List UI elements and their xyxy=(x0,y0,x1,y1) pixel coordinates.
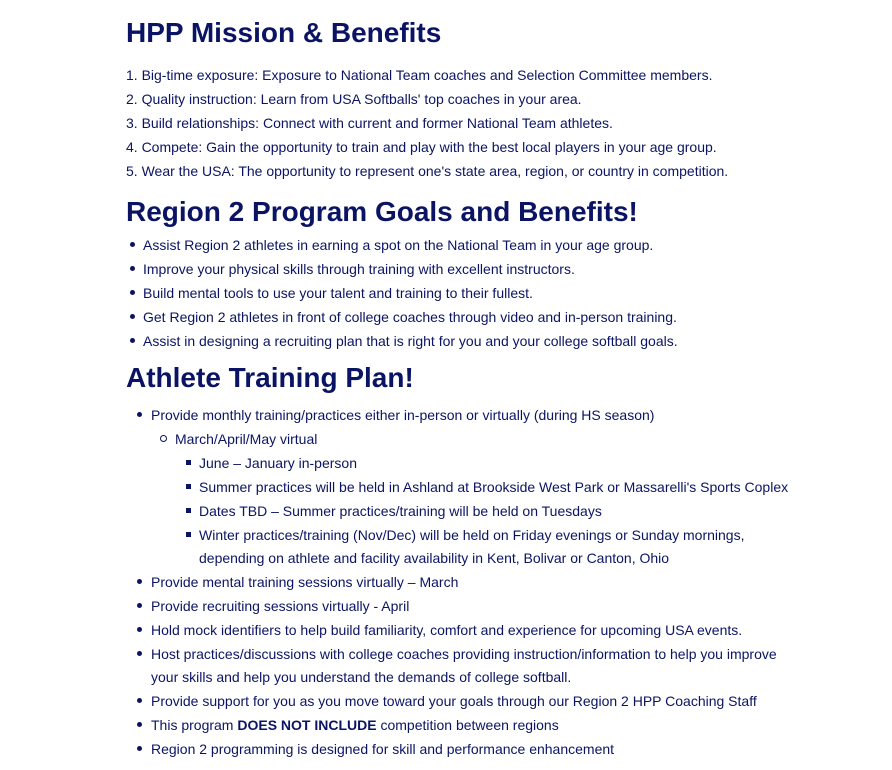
list-item: 4. Compete: Gain the opportunity to train and play with the best local players in your age group. xyxy=(126,139,717,155)
bullet-icon xyxy=(137,722,142,727)
bullet-icon xyxy=(130,242,135,247)
bullet-icon xyxy=(130,290,135,295)
list-item: Get Region 2 athletes in front of college coaches through video and in-person training. xyxy=(143,309,677,325)
mission-heading: HPP Mission & Benefits xyxy=(126,17,442,48)
bullet-icon xyxy=(137,412,142,417)
list-item: Provide recruiting sessions virtually - April xyxy=(151,598,410,614)
list-item: Build mental tools to use your talent and training to their fullest. xyxy=(143,285,533,301)
bullet-icon xyxy=(137,579,142,584)
bullet-icon xyxy=(130,314,135,319)
list-item xyxy=(151,716,559,734)
item7-bold: DOES NOT INCLUDE xyxy=(237,717,377,733)
bullet-icon xyxy=(137,746,142,751)
sub-sub-list-item: Dates TBD – Summer practices/training will be held on Tuesdays xyxy=(199,503,602,519)
list-item: 1. Big-time exposure: Exposure to National Team coaches and Selection Committee members. xyxy=(126,67,713,83)
list-item: Provide support for you as you move toward your goals through our Region 2 HPP Coaching Staff xyxy=(151,693,757,709)
item7-post: competition between regions xyxy=(376,717,559,733)
list-item: Hold mock identifiers to help build familiarity, comfort and experience for upcoming USA events. xyxy=(151,622,743,638)
item7-pre: This program xyxy=(151,717,238,733)
sub-list-item: March/April/May virtual xyxy=(175,431,318,447)
list-item: Assist in designing a recruiting plan that is right for you and your college softball goals. xyxy=(143,333,678,349)
bullet-icon xyxy=(130,266,135,271)
list-item: Assist Region 2 athletes in earning a spot on the National Team in your age group. xyxy=(143,237,654,253)
bullet-icon xyxy=(137,603,142,608)
bullet-icon xyxy=(137,627,142,632)
sub-sub-list-item: Summer practices will be held in Ashland at Brookside West Park or Massarelli's Sports Coplex xyxy=(199,479,789,495)
list-item: 2. Quality instruction: Learn from USA Softballs' top coaches in your area. xyxy=(126,91,582,107)
sub-sub-list-item-continued: depending on athlete and facility availability in Kent, Bolivar or Canton, Ohio xyxy=(199,550,670,566)
list-item-continued: your skills and help you understand the demands of college softball. xyxy=(151,669,572,685)
list-item: 5. Wear the USA: The opportunity to represent one's state area, region, or country in competition. xyxy=(126,163,729,179)
bullet-icon xyxy=(137,698,142,703)
square-bullet-icon xyxy=(186,508,191,513)
list-item: Region 2 programming is designed for skill and performance enhancement xyxy=(151,741,615,757)
circle-bullet-icon xyxy=(160,435,167,442)
plan-heading: Athlete Training Plan! xyxy=(126,362,414,393)
list-item: Improve your physical skills through training with excellent instructors. xyxy=(143,261,575,277)
sub-sub-list-item: Winter practices/training (Nov/Dec) will be held on Friday evenings or Sunday mornings, xyxy=(199,527,745,543)
square-bullet-icon xyxy=(186,532,191,537)
list-item: Host practices/discussions with college coaches providing instruction/information to help you improve xyxy=(151,646,777,662)
bullet-icon xyxy=(130,338,135,343)
sub-sub-list-item: June – January in-person xyxy=(199,455,357,471)
bullet-icon xyxy=(137,651,142,656)
square-bullet-icon xyxy=(186,460,191,465)
square-bullet-icon xyxy=(186,484,191,489)
list-item: Provide monthly training/practices either in-person or virtually (during HS season) xyxy=(151,407,655,423)
list-item: Provide mental training sessions virtually – March xyxy=(151,574,459,590)
goals-heading: Region 2 Program Goals and Benefits! xyxy=(126,196,638,227)
list-item: 3. Build relationships: Connect with current and former National Team athletes. xyxy=(126,115,613,131)
